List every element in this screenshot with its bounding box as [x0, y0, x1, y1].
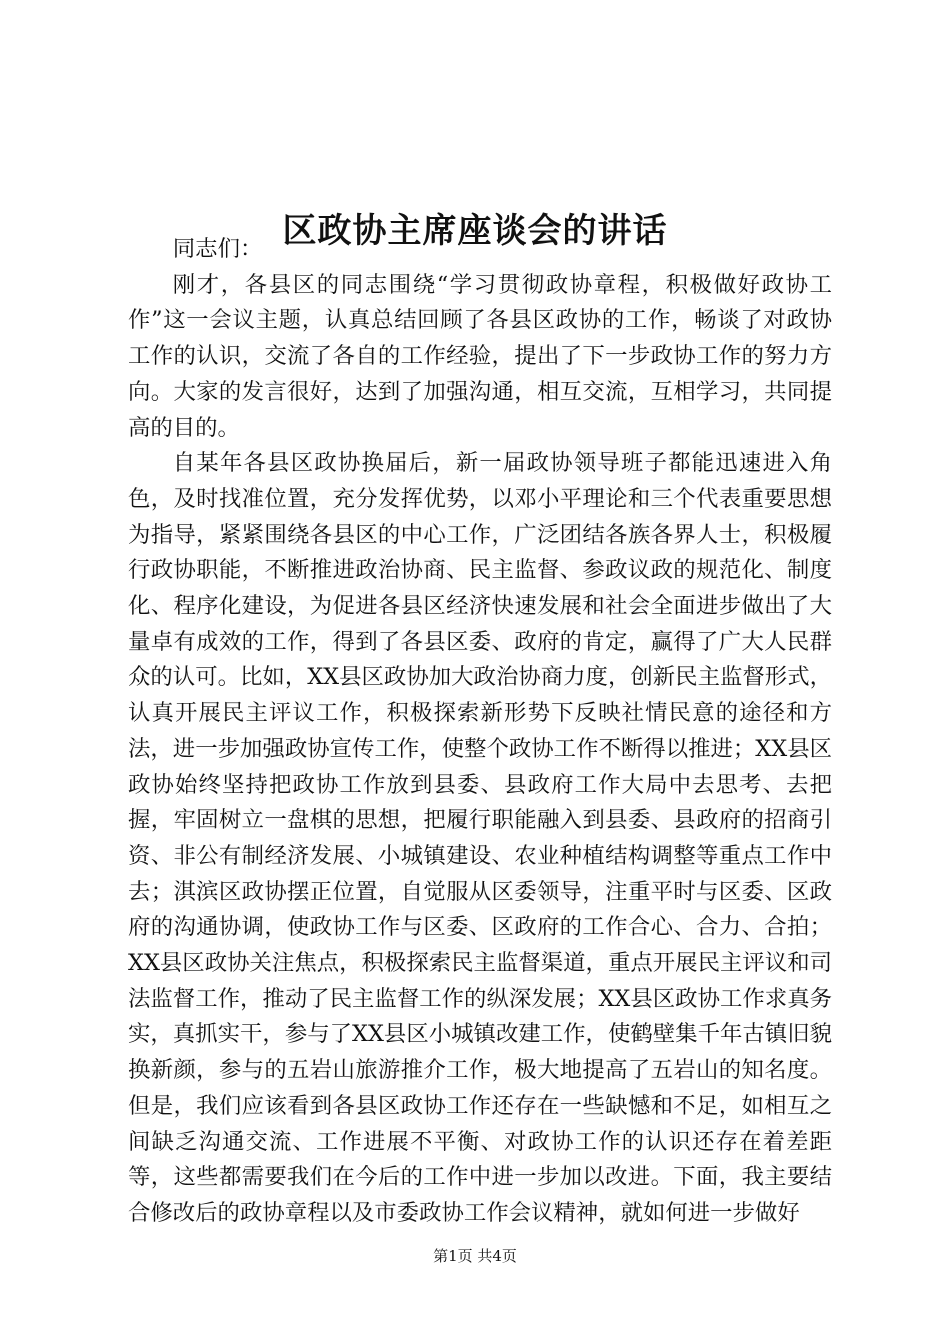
paragraph-1: 刚才，各县区的同志围绕“学习贯彻政协章程，积极做好政协工作”这一会议主题，认真总结回顾了各县区政协的工作，畅谈了对政协工作的认识，交流了各自的工作经验，提出了下一步政协工作的努力方向。大家的发言很好，达到了加强沟通，相互交流，互相学习，共同提高的目的。 [128, 271, 832, 441]
document-body [128, 232, 832, 1232]
paragraph-2: 自某年各县区政协换届后，新一届政协领导班子都能迅速进入角色，及时找准位置，充分发挥优势，以邓小平理论和三个代表重要思想为指导，紧紧围绕各县区的中心工作，广泛团结各族各界人士，积极履行政协职能，不断推进政治协商、民主监督、参政议政的规范化、制度化、程序化建设，为促进各县区经济快速发展和社会全面进步做出了大量卓有成效的工作，得到了各县区委、政府的肯定，赢得了广大人民群众的认可。比如，XX县区政协加大政治协商力度，创新民主监督形式，认真开展民主评议工作，积极探索新形势下反映社情民意的途径和方法，进一步加强政协宣传工作，使整个政协工作不断得以推进；XX县区政协始终坚持把政协工作放到县委、县政府工作大局中去思考、去把握，牢固树立一盘棋的思想，把履行职能融入到县委、县政府的招商引资、非公有制经济发展、小城镇建设、农业种植结构调整等重点工作中去；淇滨区政协摆正位置，自觉服从区委领导，注重平时与区委、区政府的沟通协调，使政协工作与区委、区政府的工作合心、合力、合拍；XX县区政协关注焦点，积极探索民主监督渠道，重点开展民主评议和司法监督工作，推动了民主监督工作的纵深发展；XX县区政协工作求真务实，真抓实干，参与了XX县区小城镇改建工作，使鹤壁集千年古镇旧貌换新颜，参与的五岩山旅游推介工作，极大地提高了五岩山的知名度。但是，我们应该看到各县区政协工作还存在一些缺憾和不足，如相互之间缺乏沟通交流、工作进展不平衡、对政协工作的认识还存在着差距等，这些都需要我们在今后的工作中进一步加以改进。下面，我主要结合修改后的政协章程以及市委政协工作会议精神，就如何进一步做好 [128, 450, 832, 1226]
document-title: 区政协主席座谈会的讲话 [282, 210, 668, 251]
salutation: 同志们： [172, 236, 263, 262]
page-footer: 第1页 共4页 [433, 1247, 517, 1265]
